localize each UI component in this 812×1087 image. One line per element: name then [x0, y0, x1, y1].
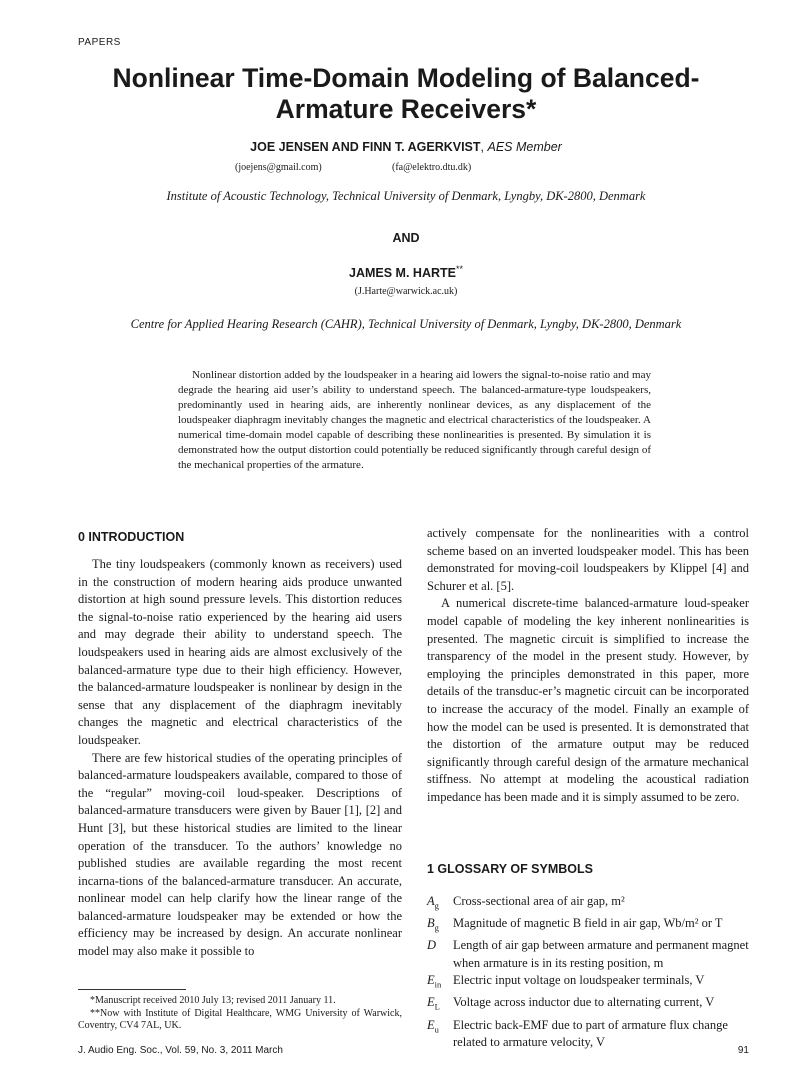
glossary-item	[427, 915, 749, 937]
footnote-divider	[78, 989, 186, 990]
footnote-affiliation: **Now with Institute of Digital Healthcare, WMG University of Warwick, Coventry, CV4 7AL, UK.	[78, 1007, 402, 1031]
section-heading-introduction: 0 INTRODUCTION	[78, 530, 185, 544]
footnote-received: *Manuscript received 2010 July 13; revised 2011 January 11.	[90, 995, 336, 1006]
glossary-symbol: $E_L$	[427, 995, 440, 1012]
glossary-item	[427, 994, 749, 1016]
glossary-item	[427, 937, 749, 972]
author-membership: AES Member	[487, 140, 562, 154]
glossary-definition: Voltage across inductor due to alternating current, V	[453, 995, 715, 1010]
author-names: JOE JENSEN AND FINN T. AGERKVIST	[250, 140, 481, 154]
glossary-definition: Cross-sectional area of air gap, m²	[453, 894, 625, 908]
glossary-symbol: $E_{in}$	[427, 973, 442, 990]
author-separator: AND	[392, 231, 420, 245]
section-tag: PAPERS	[78, 37, 121, 48]
glossary-symbol: $B_g$	[427, 916, 439, 933]
authors-line-1: JOE JENSEN AND FINN T. AGERKVIST, AES Member	[250, 140, 562, 154]
section-heading-glossary: 1 GLOSSARY OF SYMBOLS	[427, 862, 593, 876]
paper-title: Nonlinear Time-Domain Modeling of Balanced-Armature Receivers*	[112, 63, 700, 124]
glossary-definition: Magnitude of magnetic B field in air gap, Wb/m² or T	[453, 916, 723, 931]
right-column	[427, 525, 749, 807]
author-line-2	[0, 264, 812, 280]
glossary-symbol: $E_u$	[427, 1017, 439, 1035]
glossary-definition: Length of air gap between armature and permanent magnet when armature is in its resting position, m	[453, 938, 749, 970]
paragraph: The tiny loudspeakers (commonly known as receivers) used in the construction of modern hearing aids produce unwanted distortion at high sound pressure levels. This distortion reduces the signal-to-noise ratio experienced by the hearing aid users and may degrade their ability to understand speech. The loudspeakers used in hearing aids are almost exclusively of the balanced-armature type due to their high efficiency. However, the balanced-armature loudspeaker is nonlinear by design in the sense that any displacement of the diaphragm inevitably changes the magnetic and electrical characteristics of the loudspeaker.	[78, 557, 402, 747]
email-harte: (J.Harte@warwick.ac.uk)	[354, 286, 458, 297]
left-column	[78, 556, 402, 961]
glossary-definition: Electric input voltage on loudspeaker terminals, V	[453, 973, 705, 988]
journal-citation: J. Audio Eng. Soc., Vol. 59, No. 3, 2011 March	[78, 1045, 283, 1056]
glossary-symbol: $A_g$	[427, 894, 439, 911]
glossary-definition: Electric back-EMF due to part of armature flux change related to armature velocity, V	[453, 1017, 728, 1050]
affiliation-1: Institute of Acoustic Technology, Technical University of Denmark, Lyngby, DK-2800, Denmark	[166, 189, 646, 203]
glossary-item	[427, 1017, 749, 1052]
email-agerkvist: (fa@elektro.dtu.dk)	[392, 162, 472, 173]
author-harte-mark: **	[455, 264, 463, 274]
glossary-symbol: D	[427, 938, 437, 953]
author-harte: JAMES M. HARTE	[349, 266, 456, 281]
glossary-item	[427, 972, 749, 994]
paragraph: There are few historical studies of the operating principles of balanced-armature loudspeakers available, compared to those of the “regular” moving-coil loud-speaker. Descriptions of balanced-armature transducers were given by Bauer [1], [2] and Hunt [3], but these historical studies are limited to the linear operation of the transducer. To the authors’ knowledge no published studies are available regarding the most recent incarna-tions of the balanced-armature transducer. An accurate, nonlinear model can help clarify how the linear range of the balanced-armature loudspeaker may be extended or how the efficiency may be increased by design. An accurate nonlinear model may also make it possible to	[78, 750, 402, 959]
footnotes	[78, 995, 402, 1033]
glossary-list	[427, 893, 749, 1052]
page-number: 91	[737, 1045, 749, 1056]
paragraph: A numerical discrete-time balanced-armature loud-speaker model capable of modeling the key inherent nonlinearities is presented. The magnetic circuit is simplified to increase the transparency of the model in the present study. However, by employing the principles demonstrated in this paper, more details of the transduc-er’s magnetic circuit can be incorporated to increase the accuracy of the model. Finally an example of how the model can be used is presented. It is demonstrated that the distortion of the armature output may be reduced significantly through careful design of the armature mechanical stiffness. No attempt at modeling the acoustical radiation impedance has been made and it is simply assumed to be zero.	[427, 596, 749, 804]
email-jensen: (joejens@gmail.com)	[235, 162, 322, 173]
glossary-item	[427, 893, 749, 915]
abstract: Nonlinear distortion added by the loudspeaker in a hearing aid lowers the signal-to-noise ratio and may degrade the hearing aid user’s ability to understand speech. The balanced-armature-type loudspeakers, predominantly used in hearing aids, are inherently nonlinear devices, as any displacement of the loudspeaker diaphragm inevitably changes the magnetic and electrical characteristics of the loudspeaker. A numerical time-domain model capable of describing these nonlinearities is presented. By simulation it is demonstrated how the output distortion could potentially be reduced significantly through careful design of the mechanical properties of the armature.	[178, 369, 651, 471]
paragraph: actively compensate for the nonlinearities with a control scheme based on an inverted loudspeaker model. This has been demonstrated for moving-coil loudspeakers by Klippel [4] and Schurer et al. [5].	[427, 526, 749, 593]
affiliation-2: Centre for Applied Hearing Research (CAHR), Technical University of Denmark, Lyngby, DK-2800, Denmark	[130, 317, 682, 331]
